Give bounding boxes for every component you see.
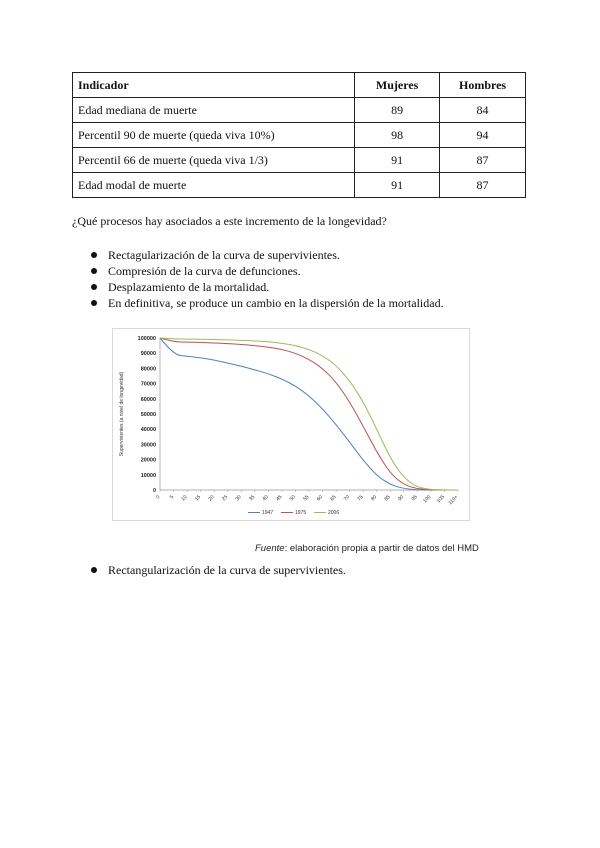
list-item-text: Rectagularización de la curva de supervivientes. [108, 248, 340, 262]
y-tick-label: 30000 [140, 442, 156, 449]
hombres-value: 94 [440, 123, 526, 148]
table-header-row [73, 73, 526, 98]
x-tick-label: 85 [383, 494, 392, 503]
list-item [91, 295, 444, 311]
x-tick-label: 90 [397, 494, 406, 503]
table-row [73, 148, 526, 173]
survival-chart [112, 328, 470, 521]
y-tick-label: 10000 [140, 472, 156, 479]
mujeres-value: 98 [355, 123, 440, 148]
row-label: Edad mediana de muerte [73, 98, 355, 123]
list-item [91, 562, 346, 578]
source-caption [255, 543, 479, 554]
bullet-dot-icon [91, 268, 97, 274]
x-tick-label: 15 [193, 494, 203, 503]
x-tick-label: 95 [410, 494, 419, 503]
x-tick-label: 100 [422, 494, 433, 505]
x-tick-label: 25 [220, 494, 230, 503]
indicators-table [72, 72, 526, 198]
survival-chart-svg [112, 328, 470, 521]
header-hombres: Hombres [440, 73, 526, 98]
header-indicador: Indicador [73, 73, 355, 98]
legend-label: 2006 [328, 510, 340, 516]
header-mujeres: Mujeres [355, 73, 440, 98]
bullet-dot-icon [91, 567, 97, 573]
y-tick-label: 20000 [140, 457, 156, 464]
y-tick-label: 60000 [140, 396, 156, 403]
row-label: Percentil 66 de muerte (queda viva 1/3) [73, 148, 355, 173]
legend-label: 1947 [262, 510, 274, 516]
x-tick-label: 45 [275, 494, 284, 503]
x-tick-label: 5 [168, 494, 175, 501]
x-tick-label: 0 [155, 494, 162, 501]
mujeres-value: 91 [355, 148, 440, 173]
table-row [73, 173, 526, 198]
table-row [73, 98, 526, 123]
x-tick-label: 10 [180, 494, 189, 503]
x-tick-label: 75 [356, 494, 365, 503]
x-tick-label: 50 [288, 494, 297, 503]
bullet-dot-icon [91, 252, 97, 258]
x-tick-label: 65 [329, 494, 338, 503]
x-tick-label: 20 [207, 494, 216, 503]
x-tick-label: 80 [369, 494, 379, 503]
y-axis-label: Supervivientes (a nivel de longevidad) [119, 371, 125, 457]
list-item-text: Compresión de la curva de defunciones. [108, 264, 301, 278]
y-tick-label: 70000 [140, 381, 156, 388]
bullet-dot-icon [91, 300, 97, 306]
list-item-text: Desplazamiento de la mortalidad. [108, 280, 270, 294]
hombres-value: 87 [440, 173, 526, 198]
bullet-dot-icon [91, 284, 97, 290]
hombres-value: 87 [440, 148, 526, 173]
row-label: Percentil 90 de muerte (queda viva 10%) [73, 123, 355, 148]
source-label: Fuente [255, 543, 285, 554]
list-item-text: En definitiva, se produce un cambio en la dispersión de la mortalidad. [108, 296, 444, 310]
source-text: : elaboración propia a partir de datos del HMD [284, 543, 479, 554]
y-tick-label: 40000 [140, 427, 156, 434]
mujeres-value: 91 [355, 173, 440, 198]
list-item [91, 279, 444, 295]
y-tick-label: 0 [152, 488, 156, 494]
list-item-text: Rectangularización de la curva de supervivientes. [108, 563, 346, 577]
y-tick-label: 80000 [140, 366, 156, 373]
x-tick-label: 35 [248, 494, 257, 503]
list-item [91, 247, 444, 263]
list-item [91, 263, 444, 279]
bullet-list [91, 247, 444, 311]
x-tick-label: 30 [234, 494, 243, 503]
x-tick-label: 70 [342, 494, 352, 503]
y-tick-label: 90000 [140, 351, 156, 358]
y-axis-label-group [119, 371, 125, 456]
x-tick-label: 105 [435, 494, 446, 505]
bullet-list-after [91, 562, 346, 578]
hombres-value: 84 [440, 98, 526, 123]
row-label: Edad modal de muerte [73, 173, 355, 198]
y-tick-label: 100000 [137, 336, 156, 342]
x-tick-label: 55 [302, 494, 311, 503]
question-text: ¿Qué procesos hay asociados a este incremento de la longevidad? [72, 214, 387, 228]
x-tick-label: 110+ [447, 494, 460, 507]
y-tick-label: 50000 [140, 412, 156, 418]
legend-label: 1975 [295, 510, 307, 516]
chart-frame [113, 329, 470, 521]
x-tick-label: 40 [261, 494, 270, 503]
table-row [73, 123, 526, 148]
x-tick-label: 60 [315, 494, 324, 503]
mujeres-value: 89 [355, 98, 440, 123]
